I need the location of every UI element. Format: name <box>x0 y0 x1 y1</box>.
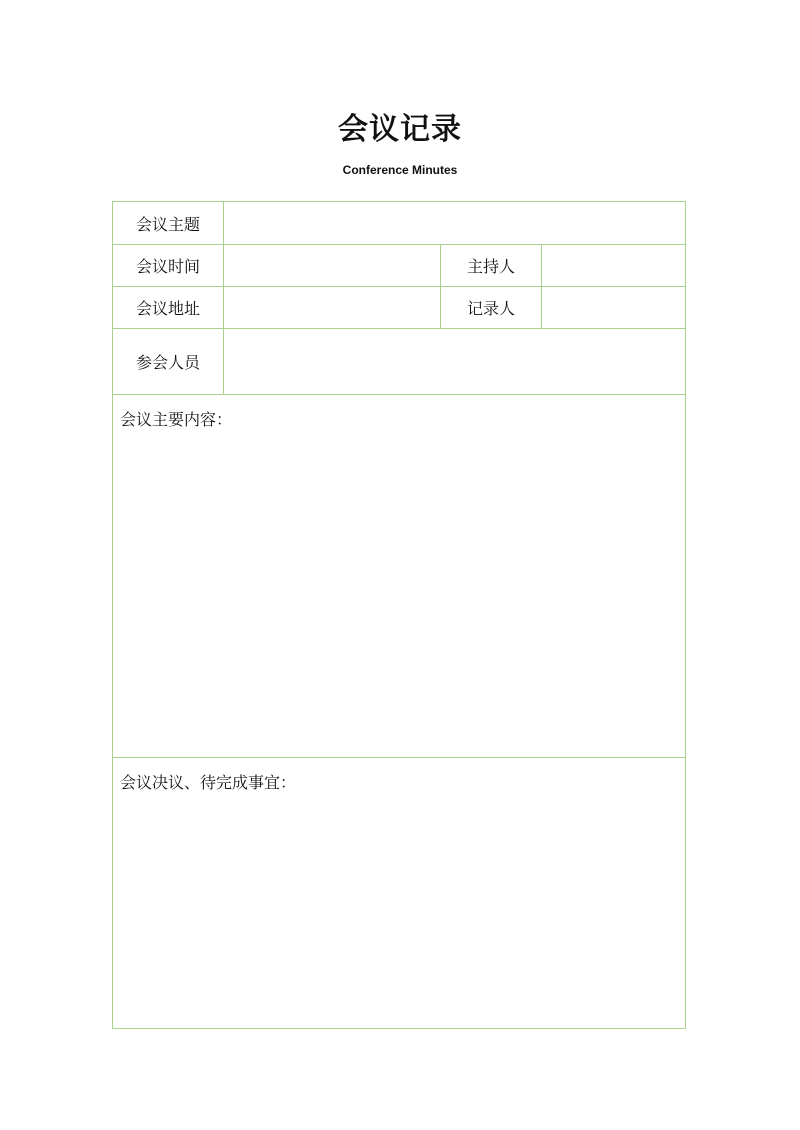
row-resolutions <box>113 758 686 1029</box>
recorder-label: 记录人 <box>441 287 542 329</box>
minutes-form-table <box>112 201 686 1029</box>
row-topic <box>113 202 686 245</box>
row-attendees <box>113 329 686 395</box>
document-subtitle: Conference Minutes <box>342 163 458 177</box>
attendees-label: 参会人员 <box>113 329 224 395</box>
location-value-cell[interactable] <box>224 287 441 329</box>
time-value-cell[interactable] <box>224 245 441 287</box>
host-label: 主持人 <box>441 245 542 287</box>
topic-value-cell[interactable] <box>224 202 686 245</box>
time-label: 会议时间 <box>113 245 224 287</box>
recorder-value-cell[interactable] <box>542 287 686 329</box>
host-value-cell[interactable] <box>542 245 686 287</box>
location-label: 会议地址 <box>113 287 224 329</box>
attendees-value-cell[interactable] <box>224 329 686 395</box>
row-time-host <box>113 245 686 287</box>
row-main-content <box>113 395 686 758</box>
topic-label: 会议主题 <box>113 202 224 245</box>
document-title: 会议记录 <box>338 112 462 147</box>
resolutions-cell[interactable] <box>113 758 686 1029</box>
resolutions-label: 会议决议、待完成事宜： <box>120 773 297 792</box>
main-content-label: 会议主要内容： <box>120 410 233 429</box>
row-location-recorder <box>113 287 686 329</box>
main-content-cell[interactable] <box>113 395 686 758</box>
